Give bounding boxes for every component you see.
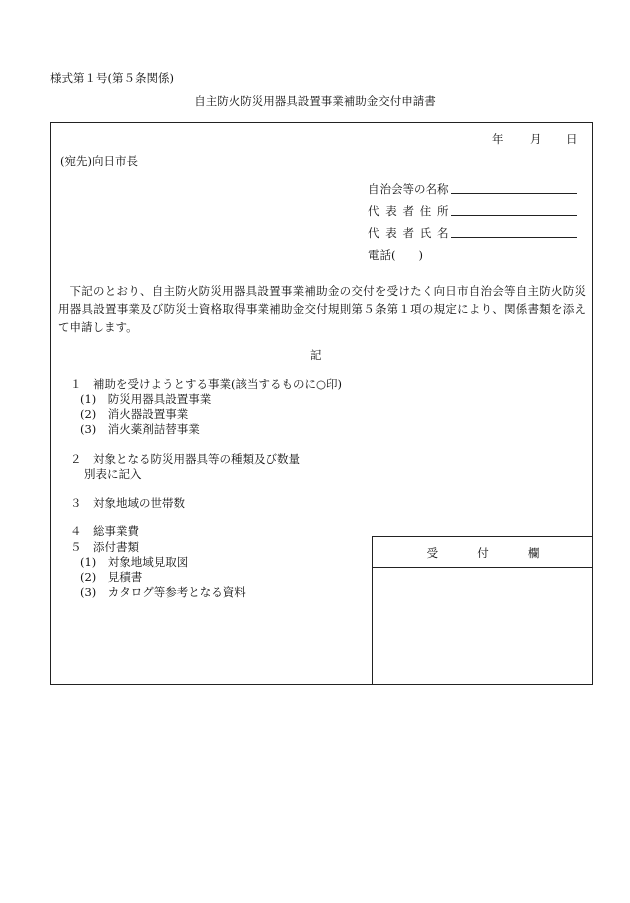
date-year: 年 (492, 132, 504, 146)
receipt-divider (373, 567, 593, 568)
application-statement: 下記のとおり、自主防火防災用器具設置事業補助金の交付を受けたく向日市自治会等自主防火防災用器具設置事業及び防災士資格取得事業補助金交付規則第５条第１項の規定により、関係書類を添えて申請します。 (58, 284, 586, 334)
item-1-sub-3: (3) 消火薬剤詰替事業 (80, 422, 200, 436)
item-1-sub-2: (2) 消火器設置事業 (80, 407, 189, 421)
item-1-title: １ 補助を受けようとする事業(該当するものに○印) (70, 377, 343, 391)
rep-name-label: 代表者氏名 (368, 226, 455, 240)
item-2-title: ２ 対象となる防災用器具等の種類及び数量 (70, 452, 300, 466)
item-2-note: 別表に記入 (84, 467, 142, 481)
item-1-sub-1: (1) 防災用器具設置事業 (80, 392, 212, 406)
item-5-sub-3: (3) カタログ等参考となる資料 (80, 585, 246, 599)
item-3-title: ３ 対象地域の世帯数 (70, 496, 185, 510)
item-4-title: ４ 総事業費 (70, 524, 139, 538)
org-name-field[interactable] (451, 193, 577, 194)
document-title: 自主防火防災用器具設置事業補助金交付申請書 (194, 94, 436, 108)
org-name-label: 自治会等の名称 (368, 182, 449, 196)
receipt-label: 受付欄 (426, 546, 579, 560)
form-number: 様式第１号(第５条関係) (50, 71, 174, 85)
phone-label: 電話( ) (368, 248, 423, 262)
rep-name-field[interactable] (451, 237, 577, 238)
receipt-box (372, 536, 593, 685)
rep-address-label: 代表者住所 (368, 204, 455, 218)
item-5-title: ５ 添付書類 (70, 540, 139, 554)
rep-address-field[interactable] (451, 215, 577, 216)
item-5-sub-2: (2) 見積書 (80, 570, 143, 584)
item-5-sub-1: (1) 対象地域見取図 (80, 555, 189, 569)
date-day: 日 (566, 132, 578, 146)
ki-heading: 記 (310, 348, 322, 362)
date-month: 月 (530, 132, 542, 146)
addressee: (宛先)向日市長 (60, 154, 138, 168)
